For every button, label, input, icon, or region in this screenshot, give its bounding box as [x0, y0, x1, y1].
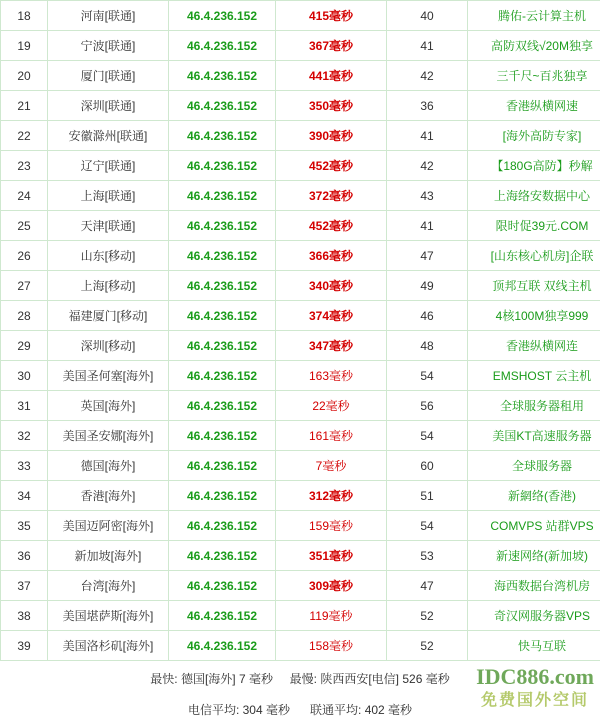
row-id: 37	[1, 571, 48, 601]
row-id: 30	[1, 361, 48, 391]
row-ip: 46.4.236.152	[169, 61, 276, 91]
row-time: 441毫秒	[276, 61, 387, 91]
row-ip: 46.4.236.152	[169, 31, 276, 61]
row-ip: 46.4.236.152	[169, 331, 276, 361]
table-row	[1, 541, 600, 571]
row-id: 26	[1, 241, 48, 271]
row-ip: 46.4.236.152	[169, 541, 276, 571]
table-row	[1, 511, 600, 541]
row-ttl: 52	[387, 601, 468, 631]
row-time: 22毫秒	[276, 391, 387, 421]
row-ttl: 41	[387, 31, 468, 61]
row-ad[interactable]: 三千尺~百兆独享	[468, 61, 600, 91]
row-id: 28	[1, 301, 48, 331]
row-time: 7毫秒	[276, 451, 387, 481]
row-ip: 46.4.236.152	[169, 511, 276, 541]
row-id: 39	[1, 631, 48, 661]
row-node: 台湾[海外]	[48, 571, 169, 601]
row-node: 辽宁[联通]	[48, 151, 169, 181]
row-ip: 46.4.236.152	[169, 181, 276, 211]
table-row	[1, 31, 600, 61]
table-row	[1, 1, 600, 31]
row-ad[interactable]: 全球服务器	[468, 451, 600, 481]
row-node: 深圳[移动]	[48, 331, 169, 361]
row-node: 美国迈阿密[海外]	[48, 511, 169, 541]
row-ttl: 41	[387, 121, 468, 151]
row-time: 350毫秒	[276, 91, 387, 121]
row-ttl: 46	[387, 301, 468, 331]
row-ad[interactable]: 海西数据台湾机房	[468, 571, 600, 601]
row-ttl: 49	[387, 271, 468, 301]
row-time: 415毫秒	[276, 1, 387, 31]
row-ttl: 60	[387, 451, 468, 481]
row-node: 新加坡[海外]	[48, 541, 169, 571]
row-id: 36	[1, 541, 48, 571]
row-ip: 46.4.236.152	[169, 121, 276, 151]
row-id: 22	[1, 121, 48, 151]
table-row	[1, 631, 600, 661]
telecom-average-label: 电信平均:	[188, 703, 239, 717]
row-ad[interactable]: 新網络(香港)	[468, 481, 600, 511]
table-row	[1, 91, 600, 121]
unicom-average-value: 402 毫秒	[365, 703, 412, 717]
row-ttl: 43	[387, 181, 468, 211]
row-ad[interactable]: EMSHOST 云主机	[468, 361, 600, 391]
row-id: 29	[1, 331, 48, 361]
row-node: 美国堪萨斯[海外]	[48, 601, 169, 631]
row-ad[interactable]: COMVPS 站群VPS	[468, 511, 600, 541]
row-ip: 46.4.236.152	[169, 241, 276, 271]
row-ttl: 41	[387, 211, 468, 241]
row-ttl: 42	[387, 151, 468, 181]
ping-results-body	[1, 1, 600, 661]
row-ttl: 52	[387, 631, 468, 661]
row-ip: 46.4.236.152	[169, 391, 276, 421]
row-ttl: 47	[387, 571, 468, 601]
row-ad[interactable]: 4核100M独享999	[468, 301, 600, 331]
row-id: 19	[1, 31, 48, 61]
unicom-average-label: 联通平均:	[310, 703, 361, 717]
row-node: 英国[海外]	[48, 391, 169, 421]
row-id: 34	[1, 481, 48, 511]
row-id: 21	[1, 91, 48, 121]
table-row	[1, 571, 600, 601]
row-node: 美国圣安娜[海外]	[48, 421, 169, 451]
watermark-sub-text: 免费国外空间	[476, 691, 594, 711]
row-ttl: 40	[387, 1, 468, 31]
summary-extremes	[0, 661, 600, 687]
slowest-value: 陕西西安[电信] 526 毫秒	[320, 672, 449, 686]
row-id: 32	[1, 421, 48, 451]
table-row	[1, 451, 600, 481]
row-ttl: 53	[387, 541, 468, 571]
row-time: 340毫秒	[276, 271, 387, 301]
row-ip: 46.4.236.152	[169, 91, 276, 121]
row-ad[interactable]: 奇汉网服务器VPS	[468, 601, 600, 631]
table-row	[1, 391, 600, 421]
row-node: 上海[联通]	[48, 181, 169, 211]
row-node: 厦门[联通]	[48, 61, 169, 91]
row-id: 38	[1, 601, 48, 631]
table-row	[1, 181, 600, 211]
row-ttl: 56	[387, 391, 468, 421]
table-row	[1, 331, 600, 361]
table-row	[1, 421, 600, 451]
row-ad[interactable]: 美国KT高速服务器	[468, 421, 600, 451]
row-ad[interactable]: 全球服务器租用	[468, 391, 600, 421]
row-time: 159毫秒	[276, 511, 387, 541]
row-id: 27	[1, 271, 48, 301]
row-node: 德国[海外]	[48, 451, 169, 481]
row-node: 香港[海外]	[48, 481, 169, 511]
row-ad[interactable]: 上海络安数据中心	[468, 181, 600, 211]
row-time: 374毫秒	[276, 301, 387, 331]
row-ip: 46.4.236.152	[169, 301, 276, 331]
table-row	[1, 601, 600, 631]
table-row	[1, 301, 600, 331]
row-time: 119毫秒	[276, 601, 387, 631]
row-node: 安徽滁州[联通]	[48, 121, 169, 151]
row-time: 161毫秒	[276, 421, 387, 451]
row-ip: 46.4.236.152	[169, 421, 276, 451]
row-ttl: 48	[387, 331, 468, 361]
row-time: 158毫秒	[276, 631, 387, 661]
row-time: 312毫秒	[276, 481, 387, 511]
telecom-average-value: 304 毫秒	[243, 703, 290, 717]
row-ip: 46.4.236.152	[169, 1, 276, 31]
row-time: 372毫秒	[276, 181, 387, 211]
row-ip: 46.4.236.152	[169, 601, 276, 631]
row-ip: 46.4.236.152	[169, 571, 276, 601]
row-ad[interactable]: 腾佑-云计算主机	[468, 1, 600, 31]
table-row	[1, 361, 600, 391]
row-ttl: 54	[387, 511, 468, 541]
row-ad[interactable]: 高防双线√20M独享	[468, 31, 600, 61]
row-node: 河南[联通]	[48, 1, 169, 31]
row-id: 35	[1, 511, 48, 541]
row-time: 309毫秒	[276, 571, 387, 601]
row-ip: 46.4.236.152	[169, 361, 276, 391]
row-ttl: 47	[387, 241, 468, 271]
row-ip: 46.4.236.152	[169, 481, 276, 511]
summary-averages	[0, 687, 600, 718]
row-node: 宁波[联通]	[48, 31, 169, 61]
table-row	[1, 61, 600, 91]
slowest-label: 最慢:	[290, 672, 317, 686]
row-ttl: 42	[387, 61, 468, 91]
row-node: 美国洛杉矶[海外]	[48, 631, 169, 661]
row-ip: 46.4.236.152	[169, 211, 276, 241]
row-ad[interactable]: 快马互联	[468, 631, 600, 661]
row-ad[interactable]: 香港纵横网连	[468, 331, 600, 361]
row-ttl: 54	[387, 421, 468, 451]
table-row	[1, 241, 600, 271]
row-ad[interactable]: 新速网络(新加坡)	[468, 541, 600, 571]
row-time: 347毫秒	[276, 331, 387, 361]
row-id: 33	[1, 451, 48, 481]
row-node: 美国圣何塞[海外]	[48, 361, 169, 391]
row-time: 163毫秒	[276, 361, 387, 391]
row-time: 452毫秒	[276, 151, 387, 181]
row-ad[interactable]: 顶邦互联 双线主机	[468, 271, 600, 301]
row-node: 福建厦门[移动]	[48, 301, 169, 331]
row-ttl: 54	[387, 361, 468, 391]
row-ad[interactable]: 香港纵横网速	[468, 91, 600, 121]
table-row	[1, 151, 600, 181]
row-id: 31	[1, 391, 48, 421]
row-ad[interactable]: 限时促39元.COM	[468, 211, 600, 241]
row-ip: 46.4.236.152	[169, 451, 276, 481]
row-time: 367毫秒	[276, 31, 387, 61]
table-row	[1, 481, 600, 511]
row-time: 390毫秒	[276, 121, 387, 151]
row-time: 366毫秒	[276, 241, 387, 271]
row-ad[interactable]: [山东核心机房]企联	[468, 241, 600, 271]
row-id: 20	[1, 61, 48, 91]
table-row	[1, 271, 600, 301]
row-node: 深圳[联通]	[48, 91, 169, 121]
row-ip: 46.4.236.152	[169, 151, 276, 181]
row-id: 24	[1, 181, 48, 211]
fastest-label: 最快:	[150, 672, 177, 686]
summary-footer	[0, 661, 600, 725]
row-ip: 46.4.236.152	[169, 631, 276, 661]
row-id: 23	[1, 151, 48, 181]
row-ad[interactable]: [海外高防专家]	[468, 121, 600, 151]
fastest-value: 德国[海外] 7 毫秒	[181, 672, 273, 686]
row-id: 18	[1, 1, 48, 31]
row-ad[interactable]: 【180G高防】秒解	[468, 151, 600, 181]
row-node: 天津[联通]	[48, 211, 169, 241]
row-ip: 46.4.236.152	[169, 271, 276, 301]
row-id: 25	[1, 211, 48, 241]
table-row	[1, 121, 600, 151]
table-row	[1, 211, 600, 241]
row-ttl: 51	[387, 481, 468, 511]
row-node: 山东[移动]	[48, 241, 169, 271]
row-time: 351毫秒	[276, 541, 387, 571]
watermark-main-text: IDC886.com	[476, 663, 594, 691]
row-node: 上海[移动]	[48, 271, 169, 301]
row-time: 452毫秒	[276, 211, 387, 241]
row-ttl: 36	[387, 91, 468, 121]
